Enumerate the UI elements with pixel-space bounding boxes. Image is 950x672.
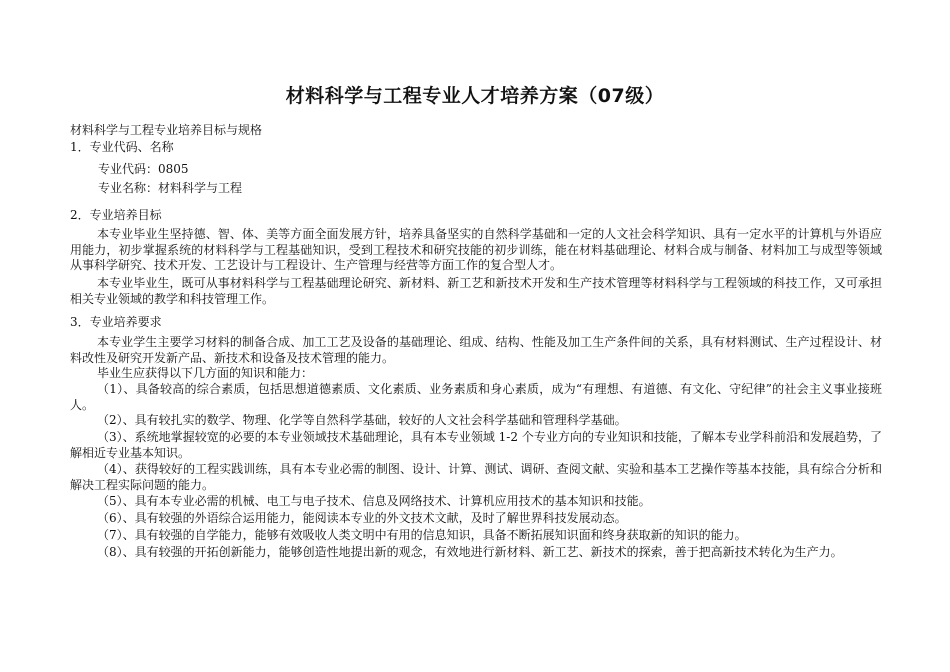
section3-paragraph-2: 毕业生应获得以下几方面的知识和能力： bbox=[97, 366, 314, 380]
document-title: 材料科学与工程专业人才培养方案（07级） bbox=[285, 85, 665, 107]
major-code-line: 专业代码：0805 bbox=[98, 162, 189, 176]
section2-heading: 2．专业培养目标 bbox=[70, 208, 162, 222]
section-heading-goals-specs: 材料科学与工程专业培养目标与规格 bbox=[70, 123, 263, 137]
requirement-item-5: （5）、具有本专业必需的机械、电工与电子技术、信息及网络技术、计算机应用技术的基本知识和技能。 bbox=[97, 494, 651, 508]
requirement-item-1: （1）、具备较高的综合素质，包括思想道德素质、文化素质、业务素质和身心素质，成为“有理想、有道德、有文化、守纪律”的社会主义事业接班人。 bbox=[70, 382, 882, 412]
section2-paragraph-1: 本专业毕业生坚持德、智、体、美等方面全面发展方针，培养具备坚实的自然科学基础和一定的人文社会科学知识、具有一定水平的计算机与外语应用能力，初步掌握系统的材料科学与工程基础知识，受到工程技术和研究技能的初步训练，能在材料基础理论、材料合成与制备、材料加工与成型等领域从事科学研究、技术开发、工艺设计与工程设计、生产管理与经营等方面工作的复合型人才。 bbox=[70, 227, 882, 272]
section3-paragraph-1: 本专业学生主要学习材料的制备合成、加工工艺及设备的基础理论、组成、结构、性能及加工生产条件间的关系，具有材料测试、生产过程设计、材料改性及研究开发新产品、新技术和设备及技术管理的能力。 bbox=[70, 335, 882, 365]
requirement-item-7: （7）、具有较强的自学能力，能够有效吸收人类文明中有用的信息知识，具备不断拓展知识面和终身获取新的知识的能力。 bbox=[97, 528, 747, 542]
major-name-line: 专业名称：材料科学与工程 bbox=[98, 181, 243, 195]
requirement-item-8: （8）、具有较强的开拓创新能力，能够创造性地提出新的观念，有效地进行新材料、新工艺、新技术的探索，善于把高新技术转化为生产力。 bbox=[97, 545, 843, 559]
section3-heading: 3．专业培养要求 bbox=[70, 315, 162, 329]
section1-heading: 1．专业代码、名称 bbox=[70, 140, 174, 154]
requirement-item-3: （3）、系统地掌握较宽的必要的本专业领域技术基础理论，具有本专业领域 1-2 个专业方向的专业知识和技能，了解本专业学科前沿和发展趋势，了解相近专业基本知识。 bbox=[70, 430, 882, 460]
requirement-item-2: （2）、具有较扎实的数学、物理、化学等自然科学基础，较好的人文社会科学基础和管理科学基础。 bbox=[97, 413, 627, 427]
section2-paragraph-2: 本专业毕业生，既可从事材料科学与工程基础理论研究、新材料、新工艺和新技术开发和生产技术管理等材料科学与工程领域的科技工作，又可承担相关专业领域的教学和科技管理工作。 bbox=[70, 276, 882, 306]
requirement-item-4: （4）、获得较好的工程实践训练，具有本专业必需的制图、设计、计算、测试、调研、查阅文献、实验和基本工艺操作等基本技能，具有综合分析和解决工程实际问题的能力。 bbox=[70, 462, 882, 492]
requirement-item-6: （6）、具有较强的外语综合运用能力，能阅读本专业的外文技术文献，及时了解世界科技发展动态。 bbox=[97, 511, 627, 525]
